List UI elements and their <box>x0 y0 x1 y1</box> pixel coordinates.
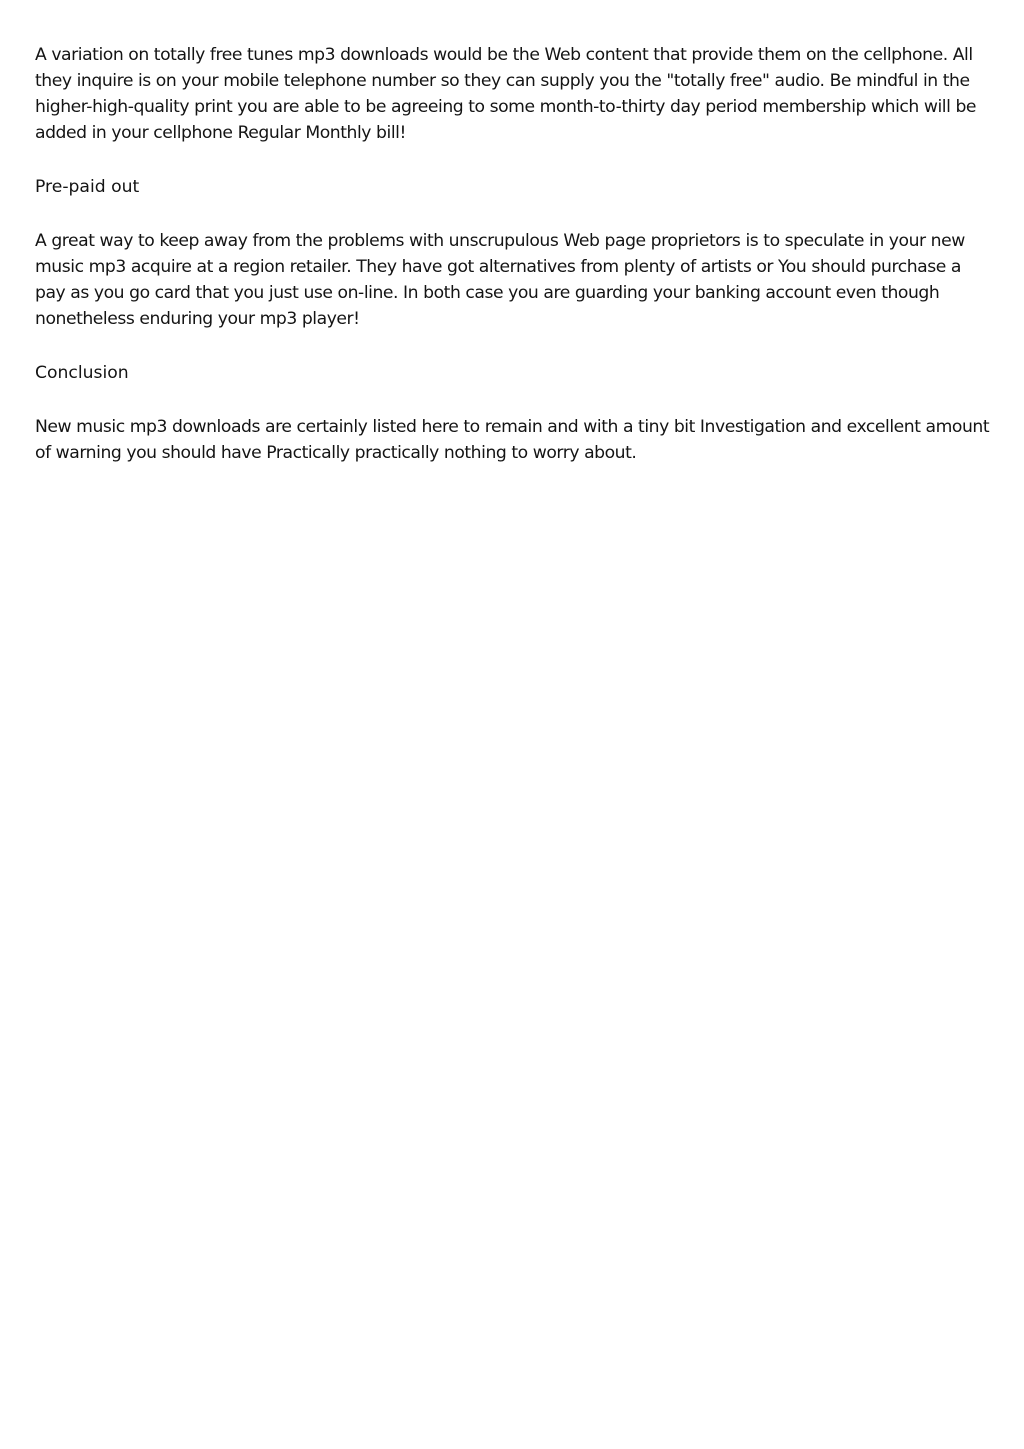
heading-pre-paid-out: Pre-paid out <box>35 177 140 197</box>
document-body <box>35 42 990 494</box>
paragraph-free-mobile-downloads: A variation on totally free tunes mp3 downloads would be the Web content that provide them on the cellphone. All they inquire is on your mobile telephone number so they can supply you the "totally free" audio. Be mindful in the higher-high-quality print you are able to be agreeing to some month-to-thirty day period membership which will be added in your cellphone Regular Monthly bill! <box>35 45 977 143</box>
paragraph-conclusion: New music mp3 downloads are certainly listed here to remain and with a tiny bit Investigation and excellent amount of warning you should have Practically practically nothing to worry about. <box>35 417 990 463</box>
heading-conclusion: Conclusion <box>35 363 129 383</box>
paragraph-local-retailer: A great way to keep away from the problems with unscrupulous Web page proprietors is to speculate in your new music mp3 acquire at a region retailer. They have got alternatives from plenty of artists or You should purchase a pay as you go card that you just use on-line. In both case you are guarding your banking account even though nonetheless enduring your mp3 player! <box>35 231 965 329</box>
